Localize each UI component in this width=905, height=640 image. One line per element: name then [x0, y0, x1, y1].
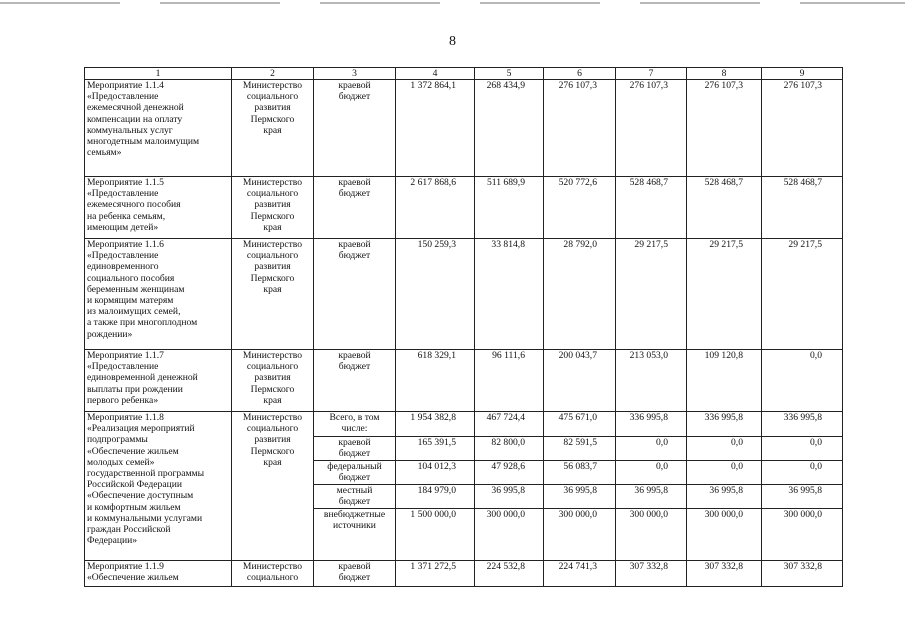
funding-source: краевой бюджет: [314, 80, 396, 177]
measure-name: Мероприятие 1.1.9 «Обеспечение жильем: [85, 561, 232, 587]
value-year: 300 000,0: [544, 509, 616, 561]
value-year: 276 107,3: [616, 80, 687, 177]
value-year: 47 928,6: [475, 461, 544, 485]
value-year: 82 800,0: [475, 437, 544, 461]
col-header: 2: [232, 68, 314, 80]
responsible-org: Министерство социального развития Пермского края: [232, 80, 314, 177]
responsible-org: Министерство социального развития Пермского края: [232, 239, 314, 350]
value-year: 300 000,0: [762, 509, 843, 561]
value-year: 0,0: [687, 437, 762, 461]
value-year: 36 995,8: [687, 485, 762, 509]
col-header: 3: [314, 68, 396, 80]
responsible-org: Министерство социального: [232, 561, 314, 587]
value-year: 528 468,7: [616, 177, 687, 239]
value-year: 528 468,7: [762, 177, 843, 239]
value-year: 475 671,0: [544, 412, 616, 437]
value-year: 28 792,0: [544, 239, 616, 350]
funding-source: федеральный бюджет: [314, 461, 396, 485]
value-total: 1 954 382,8: [396, 412, 475, 437]
table-row: [85, 561, 843, 587]
value-year: 29 217,5: [762, 239, 843, 350]
measure-name: Мероприятие 1.1.6 «Предоставление единовременного социального пособия беременным женщинам и кормящим матерям из малоимущих семей, а также при многоплодном рождении»: [85, 239, 232, 350]
table-row: [85, 412, 843, 437]
value-total: 104 012,3: [396, 461, 475, 485]
value-year: 36 995,8: [475, 485, 544, 509]
value-year: 0,0: [687, 461, 762, 485]
value-year: 528 468,7: [687, 177, 762, 239]
value-year: 276 107,3: [762, 80, 843, 177]
col-header: 4: [396, 68, 475, 80]
value-year: 300 000,0: [687, 509, 762, 561]
value-year: 224 741,3: [544, 561, 616, 587]
value-year: 0,0: [762, 461, 843, 485]
value-year: 0,0: [616, 437, 687, 461]
value-total: 165 391,5: [396, 437, 475, 461]
page-number: 8: [449, 34, 456, 49]
value-total: 1 371 272,5: [396, 561, 475, 587]
funding-source: краевой бюджет: [314, 350, 396, 412]
value-year: 224 532,8: [475, 561, 544, 587]
funding-source: краевой бюджет: [314, 239, 396, 350]
value-year: 29 217,5: [687, 239, 762, 350]
value-year: 0,0: [762, 437, 843, 461]
scan-top-edge: [0, 2, 905, 4]
funding-source: краевой бюджет: [314, 177, 396, 239]
value-total: 184 979,0: [396, 485, 475, 509]
measure-name: Мероприятие 1.1.8 «Реализация мероприятий подпрограммы «Обеспечение жильем молодых семей» государственной программы Российской Федерации «Обеспечение доступным и комфортным жильем и коммунальными услугами граждан Российской Федерации»: [85, 412, 232, 561]
value-year: 200 043,7: [544, 350, 616, 412]
value-year: 307 332,8: [616, 561, 687, 587]
value-year: 307 332,8: [762, 561, 843, 587]
col-header: 5: [475, 68, 544, 80]
value-year: 0,0: [762, 350, 843, 412]
value-year: 82 591,5: [544, 437, 616, 461]
col-header: 1: [85, 68, 232, 80]
value-total: 150 259,3: [396, 239, 475, 350]
value-year: 300 000,0: [475, 509, 544, 561]
value-year: 307 332,8: [687, 561, 762, 587]
measure-name: Мероприятие 1.1.5 «Предоставление ежемесячного пособия на ребенка семьям, имеющим детей»: [85, 177, 232, 239]
value-year: 336 995,8: [687, 412, 762, 437]
value-year: 276 107,3: [687, 80, 762, 177]
col-header: 6: [544, 68, 616, 80]
funding-source: местный бюджет: [314, 485, 396, 509]
value-year: 96 111,6: [475, 350, 544, 412]
value-total: 1 372 864,1: [396, 80, 475, 177]
value-year: 268 434,9: [475, 80, 544, 177]
value-year: 29 217,5: [616, 239, 687, 350]
value-year: 0,0: [616, 461, 687, 485]
funding-source: краевой бюджет: [314, 561, 396, 587]
value-year: 511 689,9: [475, 177, 544, 239]
funding-source: внебюджетные источники: [314, 509, 396, 561]
value-year: 36 995,8: [544, 485, 616, 509]
col-header: 8: [687, 68, 762, 80]
value-year: 520 772,6: [544, 177, 616, 239]
measure-name: Мероприятие 1.1.7 «Предоставление единовременной денежной выплаты при рождении первого ребенка»: [85, 350, 232, 412]
table-row: [85, 239, 843, 350]
value-year: 467 724,4: [475, 412, 544, 437]
program-funding-table: [84, 67, 843, 587]
value-year: 36 995,8: [616, 485, 687, 509]
column-number-row: [85, 68, 843, 80]
col-header: 7: [616, 68, 687, 80]
value-total: 2 617 868,6: [396, 177, 475, 239]
value-year: 213 053,0: [616, 350, 687, 412]
measure-name: Мероприятие 1.1.4 «Предоставление ежемесячной денежной компенсации на оплату коммунальных услуг многодетным малоимущим семьям»: [85, 80, 232, 177]
value-year: 109 120,8: [687, 350, 762, 412]
responsible-org: Министерство социального развития Пермского края: [232, 350, 314, 412]
value-year: 33 814,8: [475, 239, 544, 350]
responsible-org: Министерство социального развития Пермского края: [232, 412, 314, 561]
value-total: 1 500 000,0: [396, 509, 475, 561]
table-row: [85, 350, 843, 412]
funding-source: краевой бюджет: [314, 437, 396, 461]
responsible-org: Министерство социального развития Пермского края: [232, 177, 314, 239]
table-row: [85, 80, 843, 177]
value-year: 336 995,8: [616, 412, 687, 437]
value-total: 618 329,1: [396, 350, 475, 412]
value-year: 56 083,7: [544, 461, 616, 485]
table-row: [85, 177, 843, 239]
value-year: 300 000,0: [616, 509, 687, 561]
funding-source: Всего, в том числе:: [314, 412, 396, 437]
col-header: 9: [762, 68, 843, 80]
value-year: 336 995,8: [762, 412, 843, 437]
value-year: 36 995,8: [762, 485, 843, 509]
value-year: 276 107,3: [544, 80, 616, 177]
